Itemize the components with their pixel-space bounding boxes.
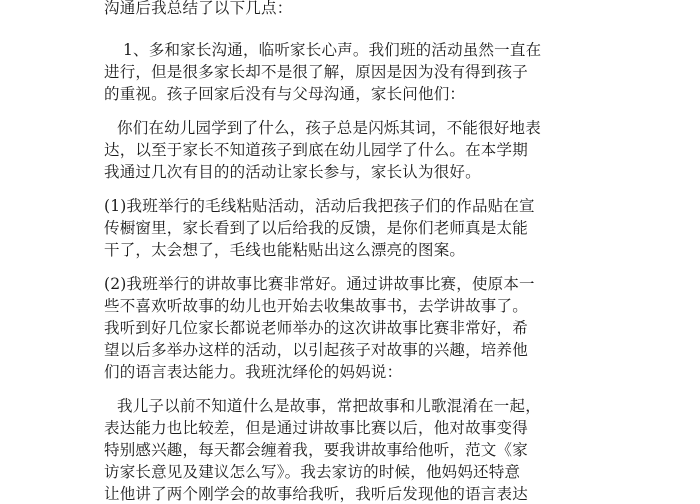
text-line: 访家长意见及建议怎么写》。我去家访的时候，他妈妈还特意 [104, 463, 521, 481]
text-line: 我通过几次有目的的活动让家长参与，家长认为很好。 [104, 163, 481, 181]
text-line: 1、多和家长沟通，临听家长心声。我们班的活动虽然一直在 [123, 41, 542, 59]
text-line: 特别感兴趣，每天都会缠着我，要我讲故事给他听，范文《家 [104, 441, 528, 459]
text-line: 沟通后我总结了以下几点： [104, 0, 293, 17]
text-line: 的重视。孩子回家后没有与父母沟通，家长问他们： [104, 85, 466, 103]
text-line: 们的语言表达能力。我班沈绎伦的妈妈说： [104, 363, 403, 381]
text-line: 些不喜欢听故事的幼儿也开始去收集故事书，去学讲故事了。 [104, 297, 528, 315]
text-line: 望以后多举办这样的活动，以引起孩子对故事的兴趣，培养他 [104, 341, 528, 359]
text-line: 我听到好几位家长都说老师举办的这次讲故事比赛非常好，希 [104, 319, 528, 337]
text-line: 让他讲了两个刚学会的故事给我听，我听后发现他的语言表达 [104, 485, 528, 503]
text-line: (1)我班举行的毛线粘贴活动，活动后我把孩子们的作品贴在宣 [104, 197, 535, 215]
text-line: 表达能力也比较差，但是通过讲故事比赛以后，他对故事变得 [104, 419, 528, 437]
text-line: 干了，太会想了，毛线也能粘贴出这么漂亮的图案。 [104, 241, 466, 259]
text-line: 达，以至于家长不知道孩子到底在幼儿园学了什么。在本学期 [104, 141, 528, 159]
text-line: 传橱窗里，家长看到了以后给我的反馈，是你们老师真是太能 [104, 219, 528, 237]
text-line: 我儿子以前不知道什么是故事，常把故事和儿歌混淆在一起， [117, 397, 541, 415]
text-line: 你们在幼儿园学到了什么，孩子总是闪烁其词，不能很好地表 [117, 119, 541, 137]
text-line: (2)我班举行的讲故事比赛非常好。通过讲故事比赛，使原本一 [104, 275, 535, 293]
text-line: 进行，但是很多家长却不是很了解，原因是因为没有得到孩子 [104, 63, 528, 81]
